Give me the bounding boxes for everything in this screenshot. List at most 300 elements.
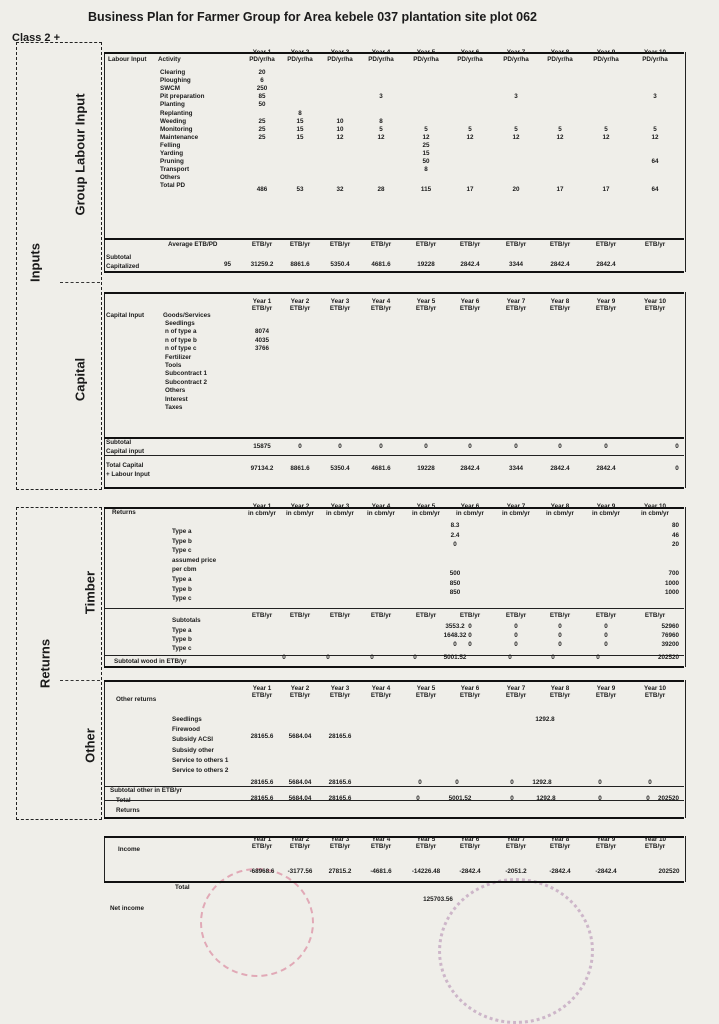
capital-item-label: n of type c xyxy=(165,345,197,353)
avg-unit: ETB/yr xyxy=(595,241,617,248)
unit-header: ETB/yr xyxy=(289,305,311,312)
labour-cell: 250 xyxy=(256,85,268,93)
activity-label: Pit preparation xyxy=(160,93,205,101)
timber-y10-value: 46 xyxy=(671,531,679,539)
labour-cell: 12 xyxy=(556,133,564,141)
unit-header: ETB/yr xyxy=(595,692,617,699)
unit-header: in cbm/yr xyxy=(546,510,574,517)
activity-label: Transport xyxy=(160,166,190,174)
timber-y10-value: 80 xyxy=(671,522,679,529)
year-header: Year 5 xyxy=(416,836,436,843)
year-header: Year 5 xyxy=(416,685,436,692)
subtotal-value: 31259.2 xyxy=(250,261,274,268)
timber-row-label: per cbm xyxy=(172,566,197,574)
unit-header: ETB/yr xyxy=(549,305,571,312)
avg-value: 95 xyxy=(224,261,232,268)
capital-item-label: Taxes xyxy=(165,404,183,411)
labour-cell: 10 xyxy=(336,125,344,133)
timber-row-label: Type a xyxy=(172,528,192,535)
unit-header: ETB/yr xyxy=(549,692,571,699)
unit-header: ETB/yr xyxy=(505,843,527,850)
subtotal-label: Subtotal xyxy=(106,254,132,261)
labour-cell: 12 xyxy=(336,133,344,141)
timber-sub-y10: 76960 xyxy=(661,632,679,640)
year-header: Year 5 xyxy=(416,49,436,56)
labour-cell: 12 xyxy=(377,133,385,141)
labour-cell: 6 xyxy=(260,77,264,85)
total-returns-value: 1292.8 xyxy=(536,795,556,802)
labour-cell: 32 xyxy=(336,186,344,194)
unit-header: in cbm/yr xyxy=(412,510,440,517)
year-header: Year 1 xyxy=(252,503,272,510)
subtotal-value: 2842.4 xyxy=(550,261,570,268)
unit-header: PD/yr/ha xyxy=(287,56,313,63)
avg-unit: ETB/yr xyxy=(329,241,351,248)
total-capital-value: 2842.4 xyxy=(460,465,480,472)
timber-sub-cell: 0 xyxy=(514,641,518,649)
year-header: Year 4 xyxy=(371,503,391,510)
labour-cell: 28 xyxy=(377,186,385,194)
income-total-value: -68968.6 xyxy=(249,868,275,875)
year-header: Year 10 xyxy=(643,49,667,56)
year-header: Year 8 xyxy=(550,685,570,692)
labour-cell: 15 xyxy=(422,150,430,157)
activity-label: SWCM xyxy=(160,85,180,93)
avg-label: Average ETB/PD xyxy=(168,241,218,248)
income-total-value: -2842.4 xyxy=(459,868,481,875)
labour-bottom-rule xyxy=(104,271,684,273)
activity-label: Clearing xyxy=(160,69,186,76)
unit-header: in cbm/yr xyxy=(502,510,530,517)
labour-cell: 8 xyxy=(424,166,428,174)
timber-sub-y5: 0 xyxy=(453,641,457,649)
capital-subtotal-value: 0 xyxy=(379,443,383,450)
timber-sub-cell: 0 xyxy=(604,623,608,630)
labour-cell: 20 xyxy=(258,69,266,76)
returns-section xyxy=(16,507,102,820)
labour-cell: 5 xyxy=(514,125,518,133)
timber-etb-unit: ETB/yr xyxy=(459,612,481,619)
subtotal-other-value: 0 xyxy=(418,779,422,786)
total-capital-label: Total Capital xyxy=(106,462,144,469)
labour-cell: 12 xyxy=(422,133,430,141)
subtotal-other-value: 5684.04 xyxy=(288,779,312,786)
year-header: Year 3 xyxy=(330,298,350,305)
other-row-label: Firewood xyxy=(172,726,200,734)
timber-row-label: assumed price xyxy=(172,556,217,564)
year-header: Year 6 xyxy=(460,49,480,56)
income-total-value: -2842.4 xyxy=(595,868,617,875)
labour-cell: 8 xyxy=(379,117,383,125)
labour-cell: 3 xyxy=(653,93,657,101)
year-header: Year 1 xyxy=(252,685,272,692)
timber-sub-cell: 0 xyxy=(468,623,472,630)
timber-etb-unit: ETB/yr xyxy=(595,612,617,619)
unit-header: ETB/yr xyxy=(595,305,617,312)
subtotal-other-value: 0 xyxy=(648,779,652,786)
timber-y10-value: 1000 xyxy=(664,589,679,597)
year-header: Year 10 xyxy=(643,836,667,843)
unit-header: ETB/yr xyxy=(251,305,273,312)
timber-sub-y5: 1648.32 xyxy=(443,632,467,640)
unit-header: ETB/yr xyxy=(459,692,481,699)
capital-item-label: Fertilizer xyxy=(165,353,192,361)
total-returns-value: 0 xyxy=(646,795,650,802)
unit-header: ETB/yr xyxy=(370,843,392,850)
subtotal-other-value: 28165.6 xyxy=(250,779,274,786)
unit-header: ETB/yr xyxy=(505,305,527,312)
labour-cell: 25 xyxy=(258,125,266,133)
year-header: Year 9 xyxy=(596,49,616,56)
income-total-label: Total xyxy=(175,884,190,891)
capital-item-label: Tools xyxy=(165,362,182,369)
subtotal-value: 8861.6 xyxy=(290,261,310,268)
activity-label: Others xyxy=(160,174,181,182)
income-total-value: -3177.56 xyxy=(287,868,313,875)
unit-header: ETB/yr xyxy=(415,692,437,699)
capital-item-label: Seedlings xyxy=(165,320,195,327)
timber-y10-value: 20 xyxy=(671,541,679,549)
year-header: Year 5 xyxy=(416,503,436,510)
activity-label: Replanting xyxy=(160,109,193,117)
total-capital-value: 2842.4 xyxy=(596,465,616,472)
year-header: Year 6 xyxy=(460,298,480,305)
year-header: Year 7 xyxy=(506,503,526,510)
capital-subtotal-value: 0 xyxy=(558,443,562,450)
subtotal-other-value: 0 xyxy=(455,779,459,786)
unit-header: ETB/yr xyxy=(251,692,273,699)
total-returns-label: Total xyxy=(116,797,131,804)
avg-unit: ETB/yr xyxy=(505,241,527,248)
unit-header: ETB/yr xyxy=(251,843,273,850)
stamp-right xyxy=(438,878,594,1024)
unit-header: ETB/yr xyxy=(459,843,481,850)
stamp-left xyxy=(200,868,314,977)
capital-top-rule xyxy=(104,292,684,294)
other-row-label: Service to others 1 xyxy=(172,756,229,764)
labour-cell: 64 xyxy=(651,186,659,194)
labour-cell: 15 xyxy=(296,117,304,125)
year-header: Year 3 xyxy=(330,836,350,843)
activity-label: Weeding xyxy=(160,117,187,125)
labour-cell: 3 xyxy=(514,93,518,101)
labour-cell: 486 xyxy=(256,186,268,194)
year-header: Year 2 xyxy=(290,49,310,56)
subtotal-other-value: 1292.8 xyxy=(532,779,552,786)
activity-label: Monitoring xyxy=(160,125,193,133)
timber-row-label: Type b xyxy=(172,537,192,545)
timber-etb-unit: ETB/yr xyxy=(251,612,273,619)
timber-label: Timber xyxy=(82,570,98,615)
subtotal-wood-label: Subtotal wood in ETB/yr xyxy=(114,658,187,665)
labour-cell: 25 xyxy=(422,141,430,149)
labour-cell: 53 xyxy=(296,186,304,194)
total-returns-value: 0 xyxy=(598,795,602,802)
unit-header: ETB/yr xyxy=(459,305,481,312)
other-row-label: Subsidy ACSI xyxy=(172,736,214,744)
subtotals-label: Subtotals xyxy=(172,617,201,624)
total-returns-value: 202520 xyxy=(657,795,679,802)
unit-header: ETB/yr xyxy=(370,305,392,312)
avg-unit: ETB/yr xyxy=(251,241,273,248)
capital-cell: 8074 xyxy=(254,328,270,336)
subtotal-wood-value: 0 xyxy=(596,654,600,661)
timber-etb-unit: ETB/yr xyxy=(549,612,571,619)
returns-col-title: Returns xyxy=(112,509,136,516)
avg-unit: ETB/yr xyxy=(289,241,311,248)
timber-etb-unit: ETB/yr xyxy=(289,612,311,619)
capital-item-label: Others xyxy=(165,387,186,395)
subtotal-other-label: Subtotal other in ETB/yr xyxy=(110,787,183,794)
year-header: Year 4 xyxy=(371,49,391,56)
capital-subtotal-label: Subtotal xyxy=(106,439,132,446)
unit-header: PD/yr/ha xyxy=(642,56,668,63)
avg-unit: ETB/yr xyxy=(415,241,437,248)
unit-header: ETB/yr xyxy=(644,843,666,850)
subtotal-wood-value: 0 xyxy=(508,654,512,661)
total-capital-value: 5350.4 xyxy=(330,465,350,472)
year-header: Year 1 xyxy=(252,298,272,305)
capital-label: Capital xyxy=(72,357,88,402)
timber-y5-value: 8.3 xyxy=(450,522,460,529)
year-header: Year 9 xyxy=(596,685,616,692)
activity-label: Maintenance xyxy=(160,133,199,141)
year-header: Year 10 xyxy=(643,685,667,692)
subtotal-other-value: 0 xyxy=(510,779,514,786)
timber-sub-y5: 3553.2 xyxy=(445,623,465,630)
labour-col-title: Labour Input xyxy=(108,56,147,63)
timber-row-label: Type c xyxy=(172,547,192,555)
group-labour-label: Group Labour Input xyxy=(72,93,88,216)
year-header: Year 9 xyxy=(596,298,616,305)
subtotal-value: 2842.4 xyxy=(460,261,480,268)
timber-sub-cell: 0 xyxy=(514,623,518,630)
capitalized-label: Capitalized xyxy=(106,263,140,270)
year-header: Year 4 xyxy=(371,298,391,305)
year-header: Year 8 xyxy=(550,298,570,305)
avg-unit: ETB/yr xyxy=(644,241,666,248)
labour-cell: 50 xyxy=(422,158,430,166)
income-total-value: -2051.2 xyxy=(505,868,527,875)
timber-y5-value: 850 xyxy=(449,579,461,587)
year-header: Year 6 xyxy=(460,503,480,510)
labour-cell: 12 xyxy=(651,133,659,141)
year-header: Year 2 xyxy=(290,503,310,510)
subsidy-value: 5684.04 xyxy=(288,733,312,740)
labour-cell: 50 xyxy=(258,101,266,109)
unit-header: ETB/yr xyxy=(289,692,311,699)
income-col-title: Income xyxy=(118,846,141,853)
income-total-value: -2842.4 xyxy=(549,868,571,875)
labour-cell: 85 xyxy=(258,93,266,101)
unit-header: in cbm/yr xyxy=(286,510,314,517)
income-bottom-rule xyxy=(104,881,684,883)
other-total-rule xyxy=(104,800,684,801)
income-total-value: 202520 xyxy=(658,868,680,875)
subtotal-value: 3344 xyxy=(508,261,524,268)
unit-header: in cbm/yr xyxy=(456,510,484,517)
year-header: Year 7 xyxy=(506,685,526,692)
timber-y5-value: 500 xyxy=(449,570,461,577)
unit-header: PD/yr/ha xyxy=(327,56,353,63)
year-header: Year 3 xyxy=(330,685,350,692)
year-header: Year 8 xyxy=(550,49,570,56)
labour-cell: 12 xyxy=(602,133,610,141)
unit-header: PD/yr/ha xyxy=(457,56,483,63)
capital-mid-rule xyxy=(104,455,684,456)
timber-sub-cell: 0 xyxy=(604,641,608,649)
capital-subtotal-value: 0 xyxy=(468,443,472,450)
timber-y5-value: 2.4 xyxy=(450,531,460,539)
goods-col-title: Goods/Services xyxy=(163,312,211,319)
timber-sub-cell: 0 xyxy=(514,632,518,640)
capital-subtotal-value: 0 xyxy=(514,443,518,450)
class-label: Class 2 + xyxy=(12,32,61,44)
subtotal-wood-value: 0 xyxy=(413,654,417,661)
timber-etb-unit: ETB/yr xyxy=(505,612,527,619)
avg-unit: ETB/yr xyxy=(549,241,571,248)
labour-cell: 15 xyxy=(296,125,304,133)
unit-header: ETB/yr xyxy=(644,692,666,699)
year-header: Year 9 xyxy=(596,836,616,843)
unit-header: in cbm/yr xyxy=(326,510,354,517)
activity-label: Total PD xyxy=(160,182,186,190)
subtotal-value: 4681.6 xyxy=(371,261,391,268)
labour-capital-divider xyxy=(60,282,100,283)
capital-col-title: Capital Input xyxy=(106,312,145,319)
subtotal-other-value: 28165.6 xyxy=(328,779,352,786)
subtotal-wood-value: 0 xyxy=(551,654,555,661)
year-header: Year 9 xyxy=(596,503,616,510)
year-header: Year 4 xyxy=(371,685,391,692)
income-total-value: -4681.6 xyxy=(370,868,392,875)
year-header: Year 2 xyxy=(290,685,310,692)
activity-col-title: Activity xyxy=(158,56,181,63)
income-total-value: 27815.2 xyxy=(328,868,352,875)
activity-label: Felling xyxy=(160,141,181,149)
other-row-label: Service to others 2 xyxy=(172,767,229,774)
timber-row-label: Type b xyxy=(172,585,192,593)
labour-cell: 25 xyxy=(258,133,266,141)
labour-cell: 17 xyxy=(466,186,474,194)
year-header: Year 3 xyxy=(330,49,350,56)
timber-sub-label: Type a xyxy=(172,627,192,634)
year-header: Year 6 xyxy=(460,685,480,692)
capital-subtotal-rule xyxy=(104,437,684,439)
unit-header: PD/yr/ha xyxy=(368,56,394,63)
labour-cell: 15 xyxy=(296,133,304,141)
returns-word-label: Returns xyxy=(116,807,140,814)
capital-subtotal-value: 0 xyxy=(604,443,608,450)
timber-row-label: Type c xyxy=(172,595,192,603)
capital-subtotal-value: 0 xyxy=(424,443,428,450)
labour-cell: 20 xyxy=(512,186,520,194)
net-income-label: Net income xyxy=(110,905,144,912)
subsidy-value: 28165.6 xyxy=(328,733,352,740)
timber-y5-value: 850 xyxy=(449,589,461,597)
unit-header: PD/yr/ha xyxy=(547,56,573,63)
labour-cell: 115 xyxy=(420,186,432,194)
timber-sub-y10: 39200 xyxy=(661,641,679,649)
unit-header: PD/yr/ha xyxy=(413,56,439,63)
unit-header: ETB/yr xyxy=(370,692,392,699)
capital-subtotal-value: 15875 xyxy=(253,443,271,450)
year-header: Year 1 xyxy=(252,49,272,56)
labour-cell: 17 xyxy=(556,186,564,194)
total-returns-value: 28165.6 xyxy=(250,795,274,802)
year-header: Year 3 xyxy=(330,503,350,510)
returns-label: Returns xyxy=(37,638,53,689)
timber-etb-unit: ETB/yr xyxy=(329,612,351,619)
timber-sub-label: Type b xyxy=(172,636,192,644)
timber-etb-unit: ETB/yr xyxy=(644,612,666,619)
timber-sub-cell: 0 xyxy=(558,632,562,640)
year-header: Year 2 xyxy=(290,298,310,305)
subtotal-value: 2842.4 xyxy=(596,261,616,268)
unit-header: in cbm/yr xyxy=(367,510,395,517)
subtotal-wood-value: 202520 xyxy=(657,654,679,661)
year-header: Year 1 xyxy=(252,836,272,843)
capital-item-label: n of type a xyxy=(165,328,197,336)
subtotal-value: 5350.4 xyxy=(330,261,350,268)
timber-row-label: Type a xyxy=(172,576,192,583)
total-capital-value: 0 xyxy=(675,465,679,472)
capital-item-label: n of type b xyxy=(165,336,197,344)
labour-cell: 5 xyxy=(653,125,657,133)
avg-unit: ETB/yr xyxy=(370,241,392,248)
unit-header: in cbm/yr xyxy=(592,510,620,517)
activity-label: Planting xyxy=(160,101,185,109)
unit-header: ETB/yr xyxy=(329,305,351,312)
labour-cell: 5 xyxy=(468,125,472,133)
activity-label: Pruning xyxy=(160,158,184,166)
timber-y10-value: 700 xyxy=(668,570,679,577)
capital-cell: 3766 xyxy=(254,345,270,353)
unit-header: in cbm/yr xyxy=(641,510,669,517)
subtotal-wood-value: 0 xyxy=(370,654,374,661)
capital-item-label: Subcontract 2 xyxy=(165,378,207,386)
plus-labour-label: + Labour Input xyxy=(106,471,150,478)
year-header: Year 8 xyxy=(550,503,570,510)
other-subtotal-rule xyxy=(104,786,684,787)
labour-cell: 5 xyxy=(424,125,428,133)
unit-header: PD/yr/ha xyxy=(593,56,619,63)
unit-header: ETB/yr xyxy=(415,843,437,850)
year-header: Year 10 xyxy=(643,503,667,510)
year-header: Year 4 xyxy=(371,836,391,843)
total-capital-value: 19228 xyxy=(417,465,435,472)
timber-etb-rule xyxy=(104,608,684,609)
subtotal-value: 19228 xyxy=(417,261,435,268)
timber-bottom-rule xyxy=(104,666,684,668)
total-capital-value: 3344 xyxy=(508,465,524,472)
year-header: Year 2 xyxy=(290,836,310,843)
capital-input-label: Capital input xyxy=(106,448,145,455)
labour-cell: 5 xyxy=(604,125,608,133)
year-header: Year 7 xyxy=(506,298,526,305)
timber-etb-unit: ETB/yr xyxy=(370,612,392,619)
labour-cell: 64 xyxy=(651,158,659,166)
subtotal-wood-value: 5001.52 xyxy=(443,654,467,661)
year-header: Year 10 xyxy=(643,298,667,305)
subsidy-value: 28165.6 xyxy=(250,733,274,740)
other-top-rule xyxy=(104,680,684,682)
total-returns-value: 28165.6 xyxy=(328,795,352,802)
unit-header: in cbm/yr xyxy=(248,510,276,517)
year-header: Year 7 xyxy=(506,836,526,843)
seedlings-y7-value: 1292.8 xyxy=(535,716,555,723)
timber-etb-unit: ETB/yr xyxy=(415,612,437,619)
